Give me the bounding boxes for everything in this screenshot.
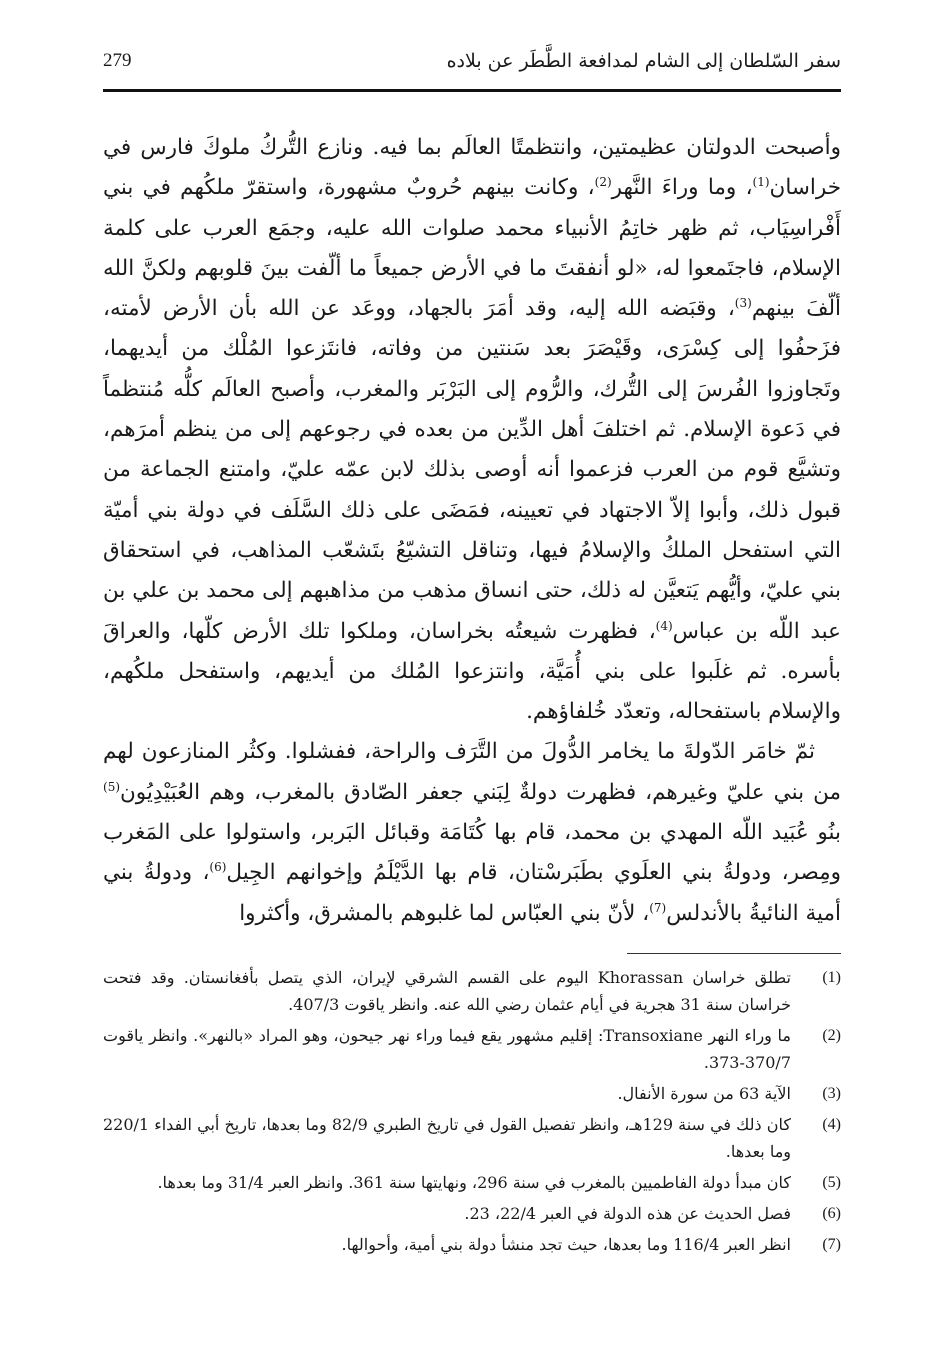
footnote-text: ما وراء النهر Transoxiane: إقليم مشهور يقع فيما وراء نهر جيحون، وهو المراد «بالنهر». وانظر ياقوت 370/7-373. <box>103 1026 791 1072</box>
footnote-ref: (3) <box>734 296 752 311</box>
text-run: وأصبحت الدولتان عظيمتين، وانتظمتًا العالَم بما فيه. ونازع التُّركُ ملوكَ فارس في خراسان <box>103 135 842 201</box>
footnote-text: انظر العبر 116/4 وما بعدها، حيث تجد منشأ دولة بني أمية، وأحوالها. <box>341 1235 791 1254</box>
text-run: ، وما وراءَ النَّهر <box>611 175 753 201</box>
paragraph-2 <box>103 732 841 933</box>
text-run: ، وكانت بينهم حُروبٌ مشهورة، واستقرّ ملكُهم في بني أَفْراسِيَاب، ثم ظهر خاتِمُ الأنبياء محمد صلوات الله عليه، وجمَع العرب على كلمة الإسلام، فاجتَمعوا له، «لو أنفقتَ ما في الأرض جميعاً ما ألّفت بينَ قلوبهم ولكنَّ الله ألّفَ بينهم <box>103 175 841 322</box>
footnote-text: تطلق خراسان Khorassan اليوم على القسم الشرقي لإيران، الذي يتصل بأفغانستان. وقد فتحت خراسان سنة 31 هجرية في أيام عثمان رضي الله عنه. وانظر ياقوت 407/3. <box>103 968 791 1014</box>
header-divider <box>103 89 841 92</box>
footnote-text: كان ذلك في سنة 129هـ، وانظر تفصيل القول في تاريخ الطبري 82/9 وما بعدها، تاريخ أبي الفداء 220/1 وما بعدها. <box>103 1115 791 1161</box>
running-header <box>103 44 841 84</box>
footnote-ref: (7) <box>649 900 667 915</box>
footnote-1 <box>103 964 841 1018</box>
text-run: ثمّ خامَر الدّولةَ ما يخامر الدُّولَ من التَّرَف والراحة، ففشلوا. وكثُر المنازعون لهم من بني عليّ وغيرهم، فظهرت دولةٌ لِبَني جعفر الصّادق بالمغرب، وهم العُبَيْدِيُون <box>103 739 841 805</box>
footnote-7 <box>103 1231 841 1258</box>
running-title: سفر السّلطان إلى الشام لمدافعة الطَّطَر عن بلاده <box>446 50 841 72</box>
footnote-text: الآية 63 من سورة الأنفال. <box>617 1084 791 1103</box>
footnote-number: (1) <box>822 969 841 986</box>
footnote-ref: (5) <box>103 779 121 794</box>
footnote-text: كان مبدأ دولة الفاطميين بالمغرب في سنة 296، ونهايتها سنة 361. وانظر العبر 31/4 وما بعدها. <box>157 1173 791 1192</box>
footnote-4 <box>103 1111 841 1165</box>
footnote-ref: (4) <box>655 618 673 633</box>
footnote-ref: (6) <box>209 860 227 875</box>
text-run: ، ودولةُ بني أمية النائيةُ بالأندلس <box>103 860 841 926</box>
footnote-5 <box>103 1169 841 1196</box>
text-run: ، وقبَضه الله إليه، وقد أمَرَ بالجهاد، ووعَد عن الله بأن الأرض لأمته، فزَحفُوا إلى كِسْرَى، وقَيْصَرَ بعد سَنتين من وفاته، فانتَزعوا المُلْك من أيديهما، وتَجاوزوا الفُرسَ إلى التُّرك، والرُّوم إلى البَرْبَر والمغرب، وأصبح العالَم كلُّه مُنتظماً في دَعوة الإسلام. ثم اختلفَ أهل الدِّين من بعده في رجوعهم إلى من ينظم أمرَهم، وتشيَّع قوم من العرب فزعموا أنه أوصى بذلك لابن عمّه عليّ، وامتنع الجماعة من قبول ذلك، وأبوا إلاّ الاجتهاد في تعيينه، فمَضَى على ذلك السَّلَف في دولة بني أميّة التي استفحل الملكُ والإسلامُ فيها، وتناقل التشيّعُ بتَشعّب المذاهب، في استحقاق بني عليّ، وأيُّهم يَتعيَّن له ذلك، حتى انساق مذهب من مذاهبهم إلى محمد بن علي بن عبد اللّه بن عباس <box>103 296 841 644</box>
paragraph-1 <box>103 128 841 732</box>
footnote-3 <box>103 1080 841 1107</box>
footnote-divider <box>627 953 841 954</box>
main-text <box>103 128 841 934</box>
footnote-number: (7) <box>822 1236 841 1253</box>
footnote-ref: (2) <box>594 175 612 190</box>
footnote-text: فصل الحديث عن هذه الدولة في العبر 22/4، 23. <box>464 1204 791 1223</box>
footnote-number: (3) <box>822 1085 841 1102</box>
footnote-number: (5) <box>822 1174 841 1191</box>
footnote-ref: (1) <box>752 175 770 190</box>
page-number: 279 <box>103 50 132 71</box>
footnote-6 <box>103 1200 841 1227</box>
footnotes <box>103 964 841 1262</box>
footnote-2 <box>103 1022 841 1076</box>
text-run: بنُو عُبَيد اللّه المهدي بن محمد، قام بها كُتَامَة وقبائل البَربر، واستولوا على المَغرب ومِصر، ودولةُ بني العلَوي بطَبَرسْتان، قام بها الدَّيْلَمُ وإخوانهم الجِيل <box>103 820 841 886</box>
footnote-number: (4) <box>822 1116 841 1133</box>
text-run: ، لأنّ بني العبّاس لما غلبوهم بالمشرق، وأكثروا <box>239 900 650 926</box>
text-run: ، فظهرت شيعتُه بخراسان، وملكوا تلك الأرض كلّها، والعراقَ بأسره. ثم غلَبوا على بني أُمَيَّة، وانتزعوا المُلك من أيديهم، واستفحل ملكُهم، والإسلام باستفحاله، وتعدّد خُلفاؤهم. <box>103 618 841 725</box>
footnote-number: (6) <box>822 1205 841 1222</box>
footnote-number: (2) <box>822 1027 841 1044</box>
